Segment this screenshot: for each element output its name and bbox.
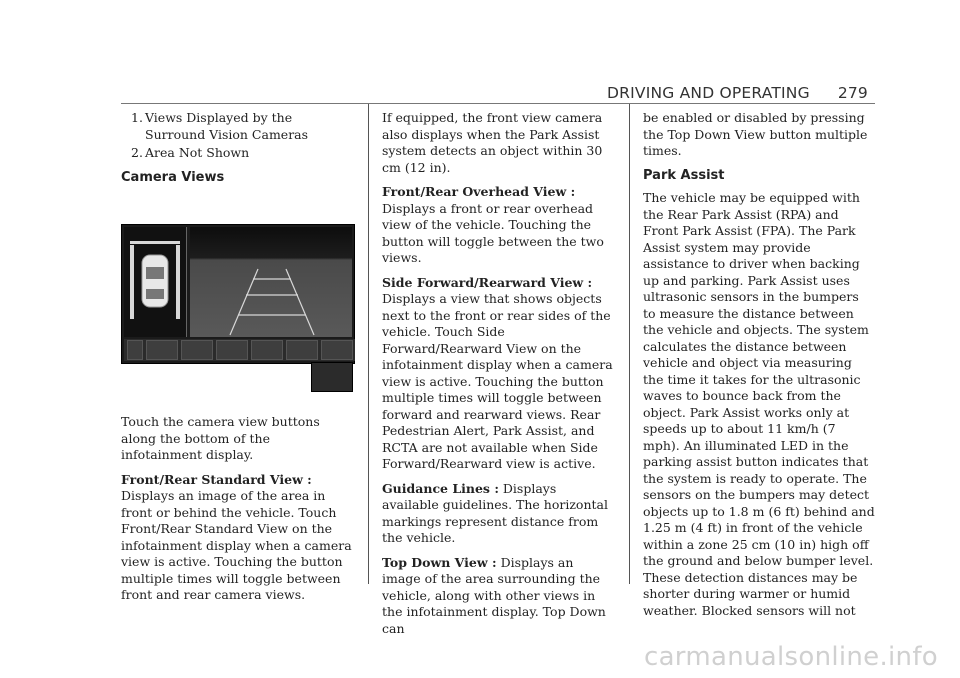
figure-legend-list [121,110,353,162]
paragraph [121,472,353,604]
paragraph-term: Top Down View : [382,554,497,570]
paragraph-text: Displays an image of the area surrounding the vehicle, along with other views in the infotainment display. Top Down can [382,554,606,636]
paragraph-text: Displays a front or rear overhead view of the vehicle. Touching the button will toggle between the two views. [382,200,604,265]
list-item [121,145,353,162]
list-text: Area Not Shown [145,145,250,160]
top-down-car-view [124,227,187,337]
paragraph-text: Displays available guidelines. The horizontal markings represent distance from the vehicle. [382,480,608,545]
column-1 [121,110,353,612]
side-forward-rearward-view-icon [216,340,248,360]
paragraph: The vehicle may be equipped with the Rear Park Assist (RPA) and Front Park Assist (FPA). The Park Assist system may provide assistance to driver when backing up and parking. Park Assist uses ultrasonic sensors in the bumpers to measure the distance between the vehicle and objects. The system calculates the distance between vehicle and object via measuring the time it takes for the ultrasonic waves to bounce back from the object. Park Assist works only at speeds up to about 11 km/h (7 mph). An illuminated LED in the parking assist button indicates that the system is ready to operate. The sensors on the bumpers may detect objects up to 1.8 m (6 ft) behind and 1.25 m (4 ft) in front of the vehicle within a zone 25 cm (10 in) high off the ground and below bumper level. These detection distances may be shorter during warmer or humid weather. Blocked sensors will not [643,190,875,618]
paragraph [121,414,353,464]
list-text: Views Displayed by the Surround Vision Cameras [145,110,309,142]
column-3 [643,110,875,627]
collapse-icon [127,340,143,360]
camera-screen [121,224,355,364]
watermark: carmanualsonline.info [643,642,938,672]
top-down-view-icon [251,340,283,360]
paragraph-text: Touch the camera view buttons along the bottom of the infotainment display. [121,414,320,462]
paragraph-term: Side Forward/Rearward View : [382,274,593,290]
paragraph-term: Guidance Lines : [382,480,499,496]
paragraph: be enabled or disabled by pressing the Top Down View button multiple times. [643,110,868,158]
guidance-lines-overlay [190,227,352,337]
paragraph [382,275,614,473]
section-title: DRIVING AND OPERATING [607,84,810,102]
paragraph-term: Front/Rear Overhead View : [382,184,576,199]
area-not-shown-callout-icon [311,362,353,392]
rear-camera-view [190,227,352,337]
front-rear-standard-view-icon [146,340,178,360]
camera-views-figure [121,224,353,392]
park-assist-icon [286,340,318,360]
page-header [607,84,868,102]
camera-button-bar [124,339,355,361]
paragraph-text: If equipped, the front view camera also displays when the Park Assist system detects an object within 30 cm (12 in). [382,110,603,175]
paragraph [382,110,614,176]
header-rule [121,103,875,104]
list-number: 2. [131,145,143,160]
paragraph-term: Front/Rear Standard View : [121,471,312,487]
section-heading-park-assist: Park Assist [643,167,725,183]
list-number: 1. [131,110,143,125]
column-2 [382,110,614,645]
paragraph-text: Displays a view that shows objects next to the front or rear sides of the vehicle. Touch Side Forward/Rearward View on the infotainment display when a camera view is active. Touching the button multiple times will toggle between forward and rearward views. Rear Pedestrian Alert, Park Assist, and RCTA are not available when Side Forward/Rearward view is active. [382,291,613,471]
section-heading-camera-views: Camera Views [121,169,225,185]
car-top-icon [124,227,186,337]
column-divider-2 [629,104,630,584]
list-item [121,110,353,143]
column-divider-1 [368,104,369,584]
front-rear-overhead-view-icon [181,340,213,360]
paragraph [382,555,614,638]
paragraph [382,184,614,267]
guidance-lines-icon [321,340,353,360]
page-number: 279 [837,84,868,102]
paragraph [382,481,614,547]
paragraph-text: Displays an image of the area in front or behind the vehicle. Touch Front/Rear Standard View on the infotainment display when a camera view is active. Touching the button multiple times will toggle between front and rear camera views. [121,488,352,602]
